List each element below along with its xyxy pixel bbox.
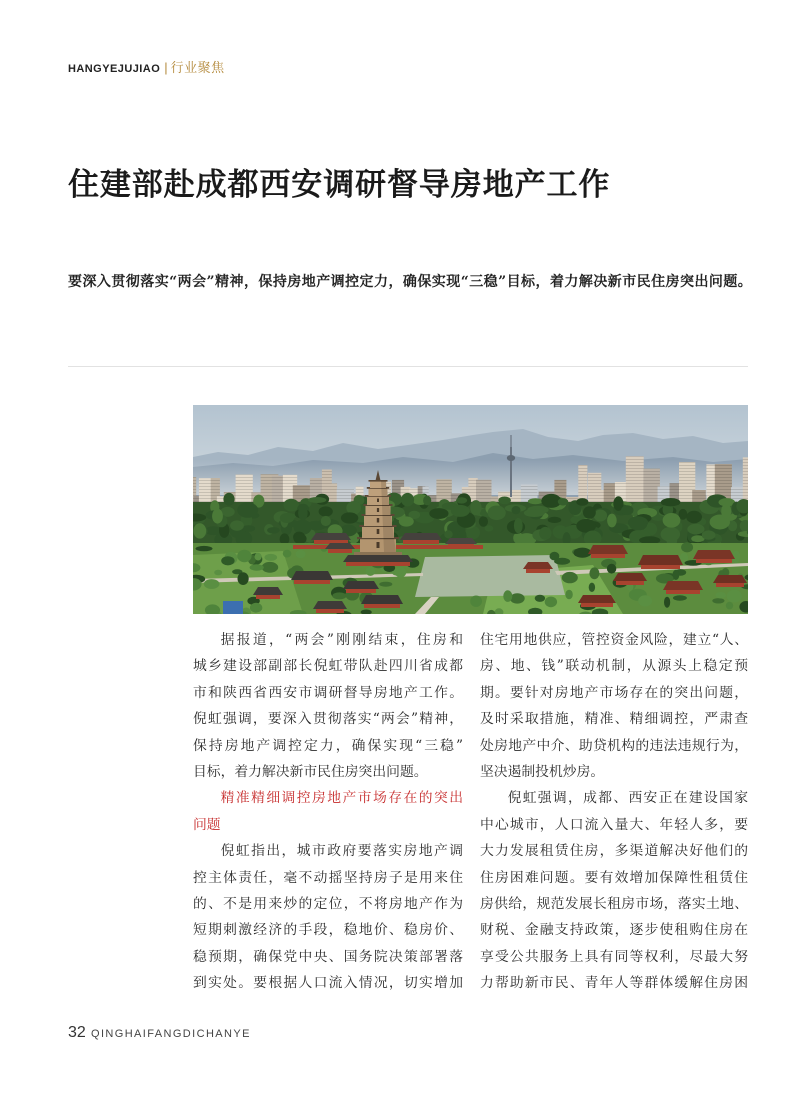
body-line: 控主体责任，毫不动摇坚持房子是用来住: [193, 869, 463, 886]
tree: [539, 527, 551, 540]
tree: [576, 498, 588, 506]
hall-roof: [445, 538, 477, 544]
body-line: 的、不是用来炒的定位，不将房地产作为: [193, 895, 463, 912]
tree: [267, 527, 280, 533]
tree: [661, 498, 681, 506]
tree: [444, 530, 453, 538]
body-line: 住宅用地供应，管控资金风险，建立“人、: [480, 632, 748, 648]
divider-line: [68, 366, 748, 367]
body-line: 倪虹强调，成都、西安正在建设国家: [507, 790, 748, 807]
tree: [321, 516, 331, 526]
section-name: 行业聚焦: [170, 61, 225, 76]
tree: [298, 506, 308, 521]
tree: [221, 556, 234, 565]
tree: [193, 523, 206, 538]
tree: [283, 550, 292, 558]
body-line: 房供给，规范发展长租房市场，落实土地、: [480, 895, 748, 912]
tree: [379, 582, 392, 587]
tree: [638, 595, 652, 606]
tree: [401, 493, 414, 507]
tree: [727, 590, 742, 603]
tree: [513, 532, 523, 544]
tree: [661, 527, 681, 542]
plaza: [415, 555, 565, 597]
tree: [479, 516, 488, 527]
tv-tower-pod: [507, 455, 515, 461]
body-line: 保持房地产调控定力，确保实现“三稳”: [193, 737, 463, 754]
tree: [341, 512, 358, 523]
tree: [686, 511, 702, 523]
tree: [237, 550, 251, 562]
tree: [238, 572, 249, 585]
section-pinyin: HANGYEJUJIAO: [68, 63, 161, 75]
tree: [607, 564, 616, 574]
hall-wall: [591, 554, 625, 558]
body-line: 坚决遏制投机炒房。: [480, 763, 605, 780]
tree: [212, 509, 223, 524]
hall-wall: [328, 549, 352, 553]
tree: [204, 579, 220, 589]
tree: [535, 595, 545, 602]
page-number: 32: [68, 1024, 86, 1041]
tree: [296, 550, 306, 559]
tree: [721, 504, 731, 519]
tree: [366, 567, 376, 576]
body-line: 稳预期，确保党中央、国务院决策部署落: [193, 948, 463, 965]
body-line: 处房地产中介、助贷机构的违法违规行为，: [480, 737, 748, 754]
tree: [265, 554, 278, 561]
hall-wall: [346, 562, 410, 566]
body-line: 期。要针对房地产市场存在的突出问题，: [480, 684, 748, 701]
tree: [712, 598, 724, 603]
pagoda-window: [377, 499, 379, 503]
tree: [498, 497, 511, 505]
tree: [589, 567, 599, 579]
tree: [594, 510, 607, 522]
pagoda-window: [377, 529, 380, 534]
hall-roof: [713, 575, 747, 583]
subheading-line: 问题: [193, 816, 221, 833]
tree: [255, 553, 262, 561]
hall-roof: [313, 601, 347, 609]
subheading-line: 精准精细调控房地产市场存在的突出: [220, 790, 463, 807]
right-column: [480, 627, 748, 996]
hall-roof: [523, 562, 553, 569]
hall-roof: [311, 533, 351, 540]
hall-wall: [616, 581, 644, 585]
header-separator: |: [164, 60, 168, 75]
tree: [423, 496, 431, 506]
tree: [319, 506, 333, 516]
body-line: 市和陕西省西安市调研督导房地产工作。: [193, 684, 463, 701]
body-line: 房、地、钱”联动机制，从源头上稳定预: [480, 658, 748, 675]
tree: [250, 603, 262, 613]
tree: [681, 542, 693, 552]
tree: [673, 570, 680, 580]
publication-name: QINGHAIFANGDICHANYE: [91, 1028, 251, 1040]
body-line: 城乡建设部副部长倪虹带队赴四川省成都: [193, 658, 463, 675]
tree: [514, 518, 523, 533]
body-line: 力帮助新市民、青年人等群体缓解住房困: [480, 975, 748, 992]
pagoda-window: [377, 542, 380, 548]
hall-roof: [253, 587, 283, 595]
tree: [332, 592, 346, 599]
tree: [223, 493, 234, 506]
hall-roof: [291, 571, 333, 580]
hall-roof: [578, 595, 616, 603]
hall-roof: [343, 581, 379, 589]
tree: [294, 534, 307, 544]
tree: [545, 597, 557, 608]
tree: [196, 546, 213, 551]
tree: [283, 499, 299, 512]
body-line: 住房困难问题。要有效增加保障性租赁住: [480, 869, 748, 886]
left-column: [193, 627, 463, 996]
body-line: 倪虹指出，城市政府要落实房地产调: [220, 843, 463, 860]
pagoda-window: [377, 508, 379, 512]
body-line: 及时采取措施，精准、精细调控，严肃查: [480, 711, 748, 728]
tree: [262, 562, 279, 573]
tree: [663, 513, 681, 528]
body-line: 享受公共服务上具有同等权利，尽最大努: [480, 948, 748, 965]
running-header: [68, 57, 225, 75]
tree: [548, 517, 562, 523]
tree: [687, 524, 704, 535]
pagoda-window: [377, 518, 379, 523]
body-line: 到实处。要根据人口流入情况，切实增加: [193, 975, 463, 992]
hall-roof: [663, 581, 703, 590]
hall-wall: [666, 590, 700, 594]
hall-wall: [364, 604, 400, 608]
tree: [702, 530, 716, 539]
tree: [554, 558, 570, 565]
building-windows: [626, 456, 644, 507]
body-line: 倪虹强调，要深入贯彻落实“两会”精神，: [193, 711, 463, 728]
hall-wall: [641, 565, 680, 569]
tv-tower-antenna: [510, 435, 511, 449]
tree: [488, 506, 506, 521]
hall-roof: [613, 573, 647, 581]
tree: [399, 516, 414, 526]
city-photo: [193, 405, 748, 614]
tree: [583, 506, 596, 519]
body-line: 财税、金融支持政策，逐步使租购住房在: [480, 922, 748, 939]
tree: [639, 536, 660, 544]
tree: [630, 520, 647, 530]
tree: [230, 520, 244, 530]
tree: [664, 597, 670, 608]
city-photo-illustration: [193, 405, 748, 614]
body-line: 目标，着力解决新市民住房突出问题。: [193, 763, 428, 780]
tree: [512, 506, 521, 514]
article-lead: 要深入贯彻落实“两会”精神，保持房地产调控定力，确保实现“三稳”目标，着力解决新市民住房突出问题。: [68, 274, 753, 290]
hall-wall: [346, 589, 376, 593]
tree: [528, 498, 543, 504]
body-line: 大力发展租赁住房，多渠道解决好他们的: [480, 843, 748, 860]
tree: [214, 570, 222, 576]
hall-wall: [448, 544, 474, 548]
tree: [308, 497, 326, 503]
hall-wall: [403, 540, 439, 544]
hall-roof: [343, 555, 413, 562]
tree: [558, 498, 568, 505]
tree: [621, 505, 633, 515]
body-line: 短期刺激经济的手段，稳地价、稳房价、: [193, 922, 463, 939]
tree: [280, 513, 294, 523]
tree: [565, 590, 572, 600]
tree: [470, 596, 482, 607]
hall-wall: [256, 595, 280, 599]
hall-wall: [294, 580, 330, 584]
tree: [574, 548, 592, 558]
body-line: 中心城市，人口流入量大、年轻人多，要: [480, 816, 748, 833]
hall-roof: [325, 543, 355, 549]
tree: [607, 514, 617, 528]
hall-wall: [316, 609, 344, 613]
tree: [716, 592, 727, 599]
tree: [503, 590, 512, 602]
tree: [673, 595, 687, 600]
hall-wall: [696, 559, 732, 563]
tree: [524, 509, 545, 517]
tree: [589, 583, 595, 592]
tree: [429, 508, 448, 519]
hall-roof: [638, 555, 683, 565]
hall-roof: [588, 545, 628, 554]
tree: [451, 505, 470, 517]
tv-tower-mast: [510, 447, 512, 497]
hall-roof: [400, 533, 442, 540]
hall-wall: [716, 583, 744, 587]
hall-roof: [693, 550, 735, 559]
hall-roof: [361, 595, 403, 604]
tree: [562, 572, 578, 583]
body-line: 据报道，“两会”刚刚结束，住房和: [220, 632, 463, 648]
article-title: 住建部赴成都西安调研督导房地产工作: [68, 167, 611, 203]
tree: [470, 500, 481, 515]
tree: [456, 497, 467, 503]
hall-wall: [581, 603, 613, 607]
tree: [250, 564, 264, 570]
blue-roof: [223, 601, 243, 614]
tree: [726, 602, 733, 610]
tree: [237, 502, 258, 517]
building-windows: [643, 469, 660, 507]
tree: [484, 525, 493, 531]
hall-wall: [526, 569, 550, 573]
